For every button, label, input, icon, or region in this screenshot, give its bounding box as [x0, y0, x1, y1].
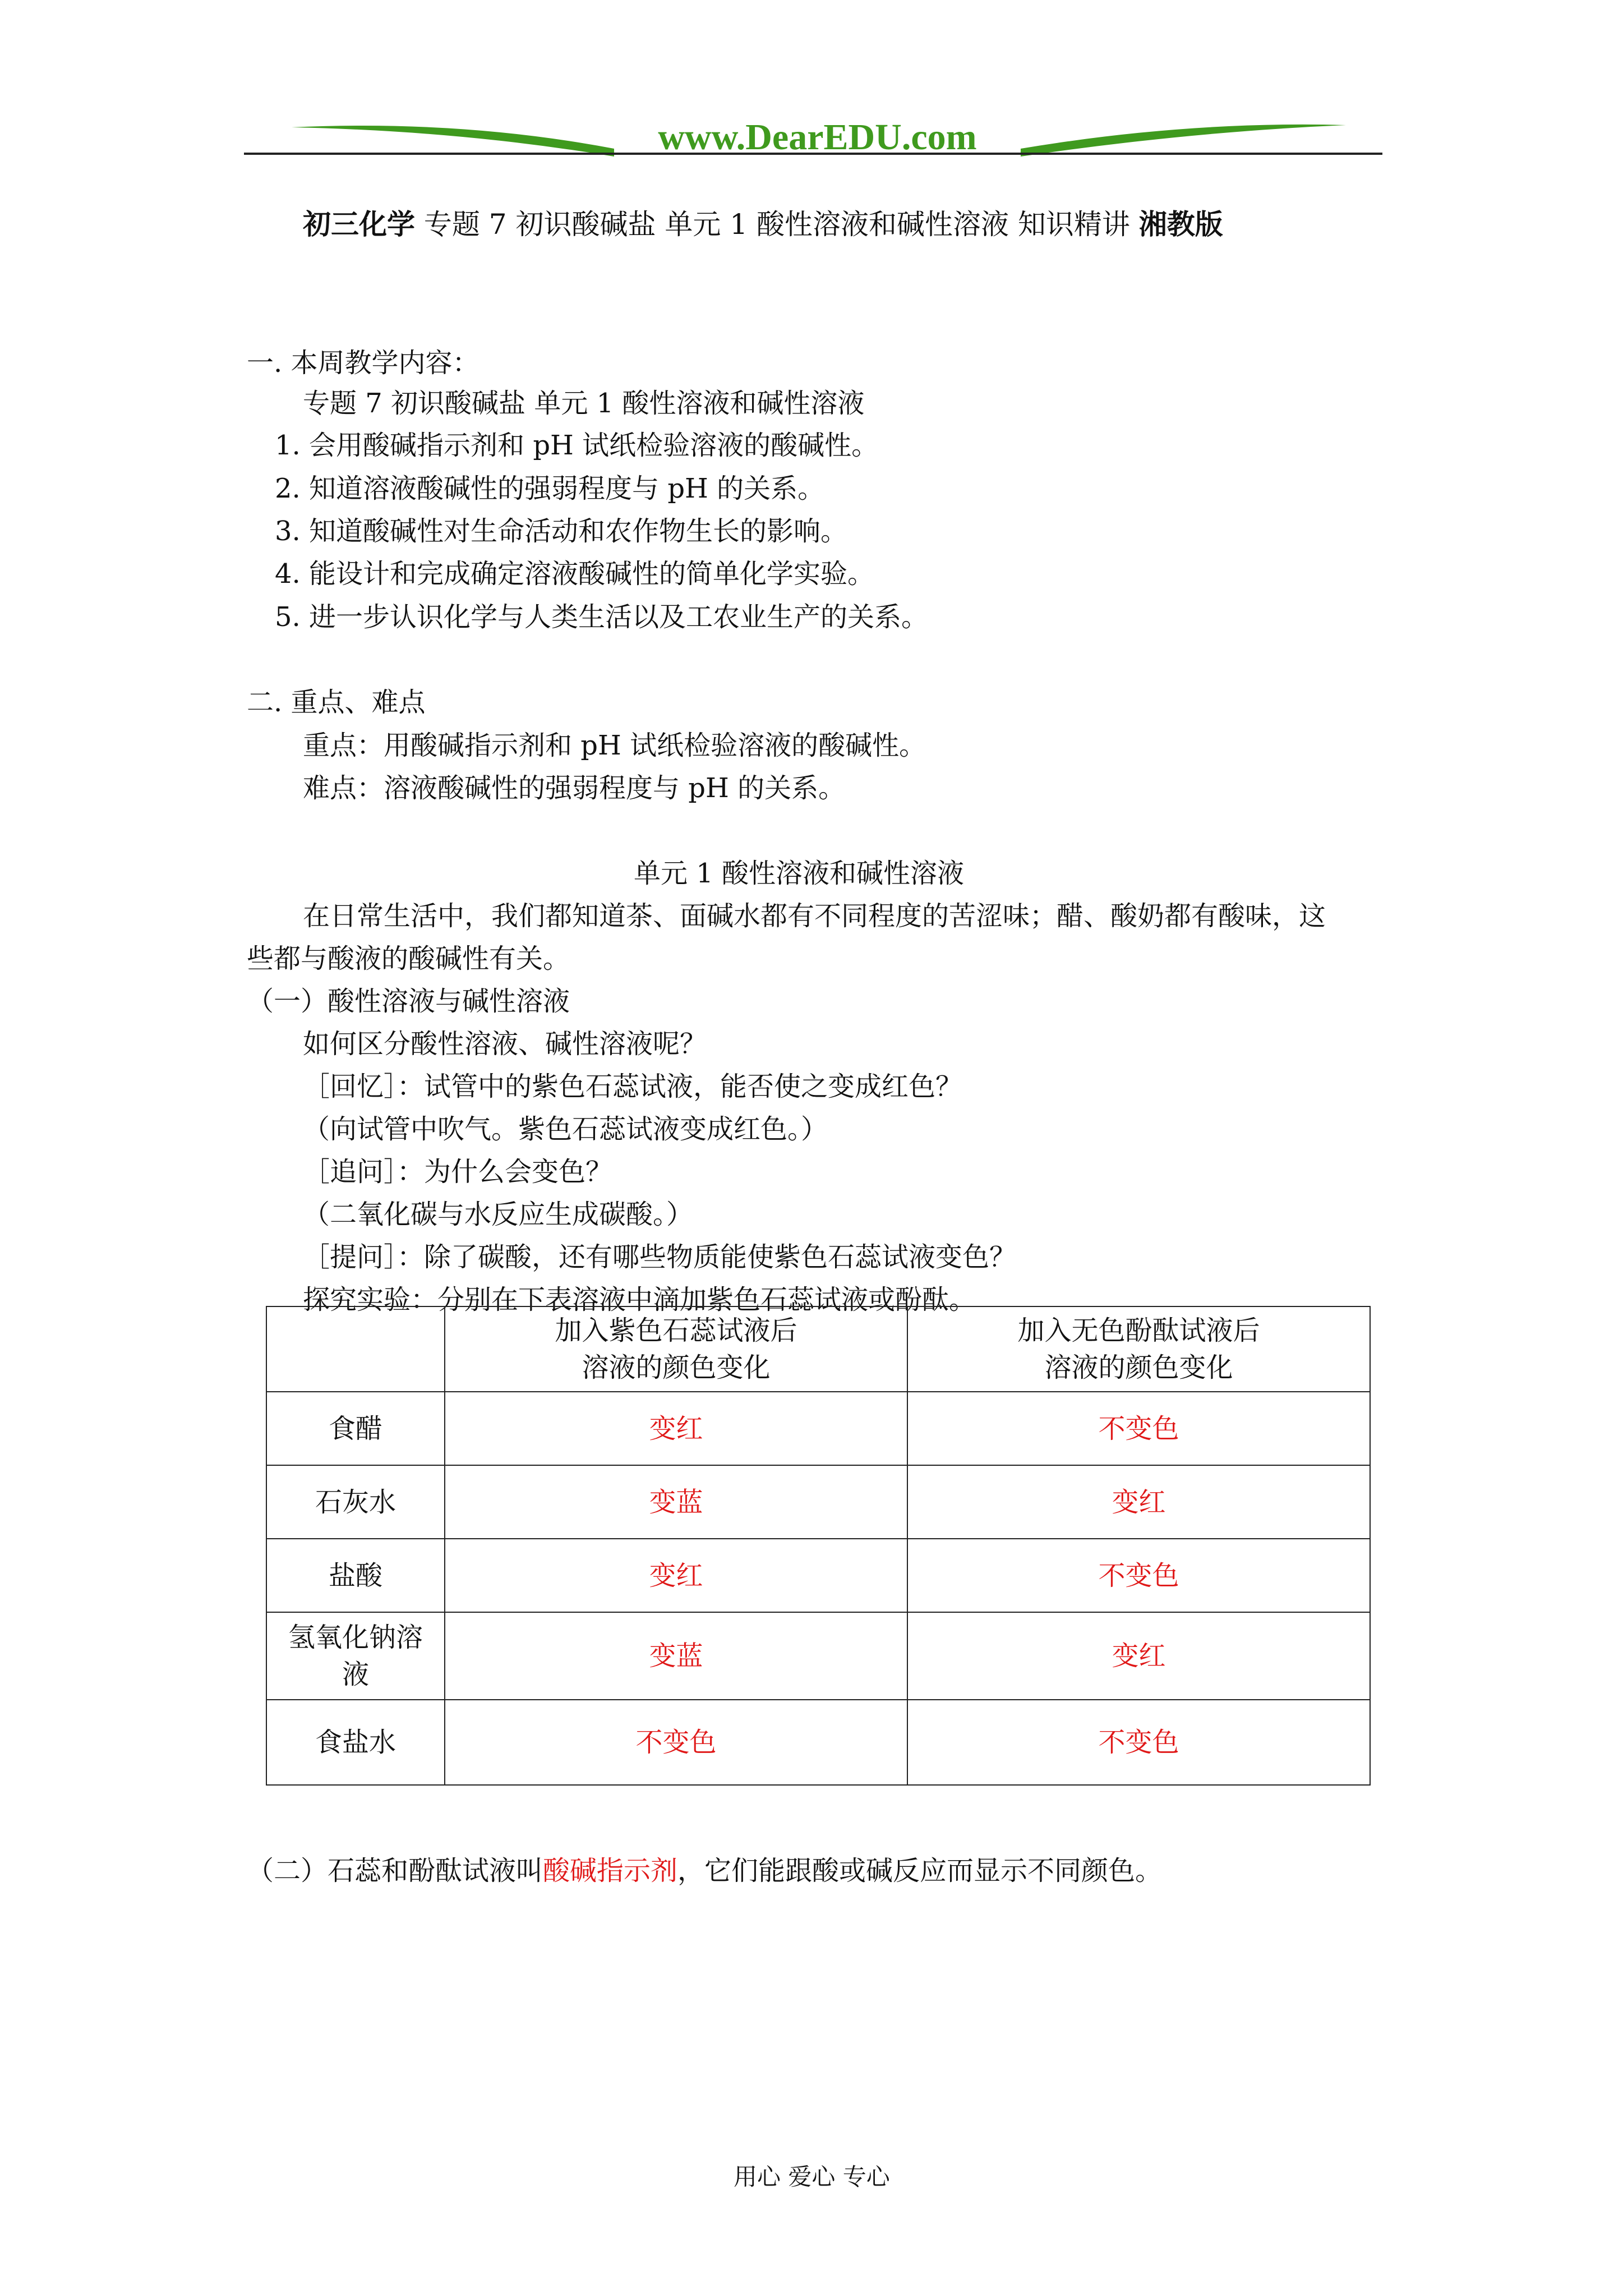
difficulty: 难点：溶液酸碱性的强弱程度与 pH 的关系。 [303, 772, 846, 804]
header-rule [244, 153, 1382, 155]
unit-line: ［回忆］：试管中的紫色石蕊试液，能否使之变成红色？ [303, 1071, 963, 1102]
header-cell-litmus [445, 1306, 907, 1392]
row-solution-name: 盐酸 [266, 1539, 445, 1612]
section1-subheading: 专题 7 初识酸碱盐 单元 1 酸性溶液和碱性溶液 [303, 388, 865, 419]
header-litmus-line1: 加入紫色石蕊试液后 [555, 1315, 797, 1346]
table-header-row [266, 1306, 1370, 1392]
row-solution-name: 石灰水 [266, 1465, 445, 1539]
header-phenol-line2: 溶液的颜色变化 [1044, 1352, 1233, 1383]
litmus-result: 变蓝 [445, 1465, 907, 1539]
litmus-result: 变红 [445, 1392, 907, 1465]
litmus-result: 变红 [445, 1539, 907, 1612]
litmus-result: 不变色 [445, 1700, 907, 1785]
unit-intro-line1: 在日常生活中，我们都知道茶、面碱水都有不同程度的苦涩味；醋、酸奶都有酸味，这 [303, 900, 1326, 932]
page-title [303, 202, 1223, 242]
row-solution-name [266, 1612, 445, 1700]
list-item: 1. 会用酸碱指示剂和 pH 试纸检验溶液的酸碱性。 [275, 430, 879, 461]
solution-name-line1: 氢氧化钠溶 [288, 1622, 423, 1653]
row-solution-name: 食盐水 [266, 1700, 445, 1785]
title-main: 专题 7 初识酸碱盐 单元 1 酸性溶液和碱性溶液 知识精讲 [423, 208, 1130, 241]
unit-heading: 单元 1 酸性溶液和碱性溶液 [634, 858, 965, 889]
part2-highlight: 酸碱指示剂 [543, 1855, 678, 1887]
list-item: 3. 知道酸碱性对生命活动和农作物生长的影响。 [275, 516, 848, 547]
key-point: 重点：用酸碱指示剂和 pH 试纸检验溶液的酸碱性。 [303, 730, 926, 761]
table-row [266, 1465, 1370, 1539]
phenolphthalein-result: 变红 [907, 1612, 1370, 1700]
unit-line: （向试管中吹气。紫色石蕊试液变成红色。） [303, 1114, 828, 1145]
row-solution-name: 食醋 [266, 1392, 445, 1465]
header-cell-phenolphthalein [907, 1306, 1370, 1392]
title-suffix: 湘教版 [1138, 208, 1223, 241]
solution-name-line2: 液 [342, 1659, 369, 1690]
header-phenol-line1: 加入无色酚酞试液后 [1017, 1315, 1260, 1346]
phenolphthalein-result: 不变色 [907, 1700, 1370, 1785]
table-row [266, 1612, 1370, 1700]
title-prefix: 初三化学 [303, 208, 415, 241]
unit-line: （二氧化碳与水反应生成碳酸。） [303, 1199, 694, 1230]
unit-intro-line2: 些都与酸液的酸碱性有关。 [247, 943, 570, 974]
unit-line: 探究实验：分别在下表溶液中滴加紫色石蕊试液或酚酞。 [303, 1284, 976, 1315]
list-item: 4. 能设计和完成确定溶液酸碱性的简单化学实验。 [275, 558, 875, 590]
left-swoosh [292, 126, 614, 157]
right-swoosh [1021, 125, 1346, 157]
part1-heading: （一）酸性溶液与碱性溶液 [247, 986, 570, 1017]
experiment-table [266, 1306, 1371, 1786]
part2-before: （二）石蕊和酚酞试液叫 [247, 1855, 543, 1887]
logo-text: www.DearEDU.com [614, 115, 1021, 160]
unit-line: ［追问］：为什么会变色？ [303, 1156, 613, 1188]
phenolphthalein-result: 不变色 [907, 1392, 1370, 1465]
table-row [266, 1392, 1370, 1465]
page-footer: 用心 爱心 专心 [734, 2163, 890, 2191]
header-litmus-line2: 溶液的颜色变化 [582, 1352, 771, 1383]
header-cell-empty [266, 1306, 445, 1392]
phenolphthalein-result: 变红 [907, 1465, 1370, 1539]
section2-heading: 二. 重点、难点 [247, 687, 426, 718]
unit-line: 如何区分酸性溶液、碱性溶液呢？ [303, 1028, 707, 1060]
table-row [266, 1539, 1370, 1612]
table-row [266, 1700, 1370, 1785]
section1-heading: 一. 本周教学内容： [247, 347, 479, 379]
list-item: 5. 进一步认识化学与人类生活以及工农业生产的关系。 [275, 601, 929, 633]
part2-sentence [247, 1849, 1162, 1888]
part2-after: ，它们能跟酸或碱反应而显示不同颜色。 [677, 1855, 1163, 1887]
litmus-result: 变蓝 [445, 1612, 907, 1700]
list-item: 2. 知道溶液酸碱性的强弱程度与 pH 的关系。 [275, 473, 825, 504]
phenolphthalein-result: 不变色 [907, 1539, 1370, 1612]
unit-line: ［提问］：除了碳酸，还有哪些物质能使紫色石蕊试液变色？ [303, 1241, 1017, 1273]
